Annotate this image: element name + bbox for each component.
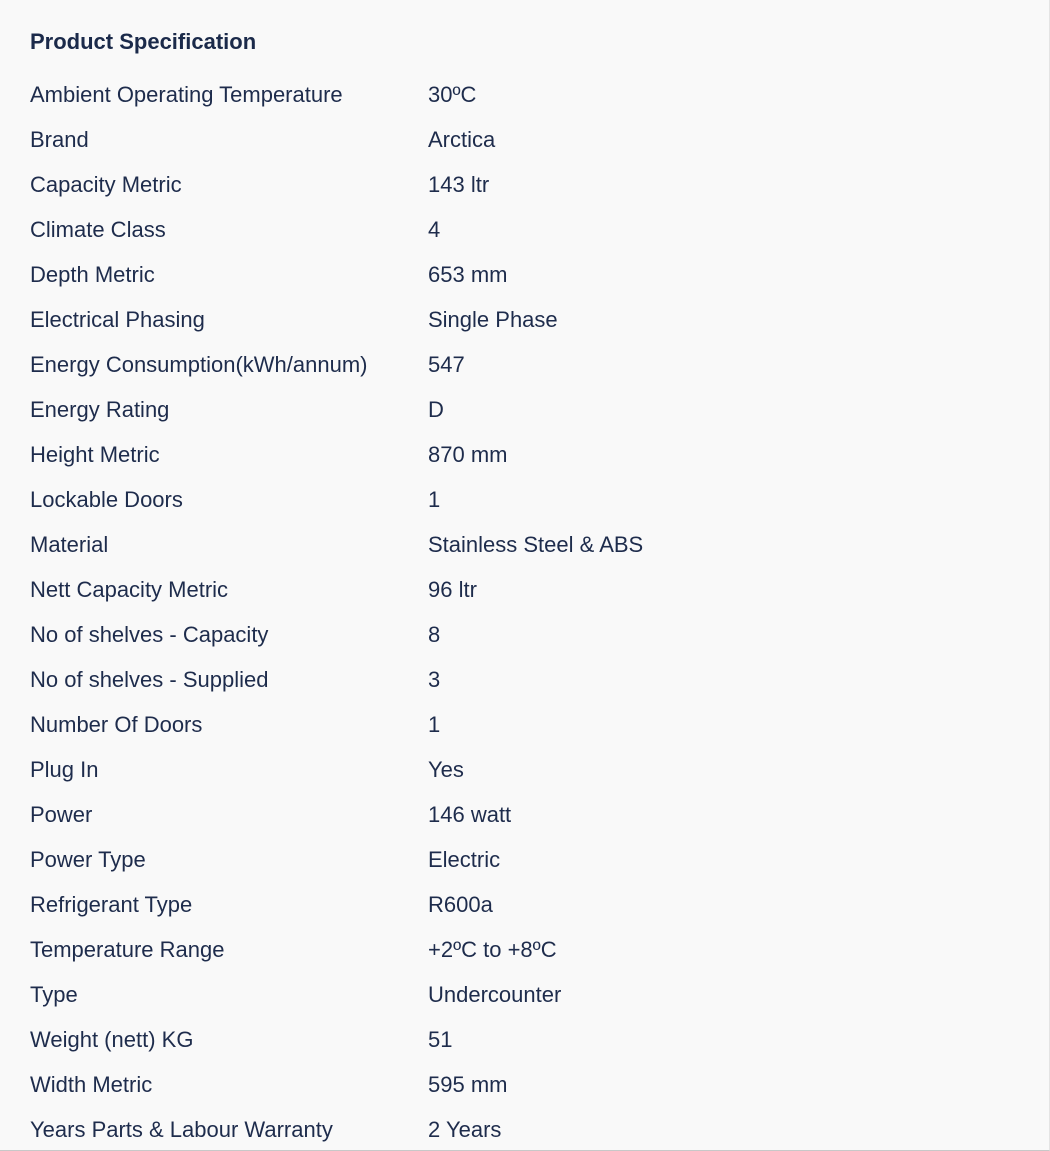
- spec-row-nett-capacity-metric: [30, 567, 1028, 612]
- spec-value: 96 ltr: [428, 577, 477, 602]
- spec-label: Width Metric: [30, 1072, 153, 1097]
- spec-value: 1: [428, 487, 441, 512]
- spec-value: 2 Years: [428, 1117, 502, 1142]
- spec-row-type: [30, 972, 1028, 1017]
- spec-value: Undercounter: [428, 982, 562, 1007]
- spec-value: Single Phase: [428, 307, 558, 332]
- spec-label: Climate Class: [30, 217, 166, 242]
- spec-label: Nett Capacity Metric: [30, 577, 229, 602]
- spec-label: No of shelves - Capacity: [30, 622, 269, 647]
- spec-value: 1: [428, 712, 441, 737]
- spec-row-number-of-doors: [30, 702, 1028, 747]
- spec-label: Height Metric: [30, 442, 160, 467]
- spec-label: Power Type: [30, 847, 146, 872]
- spec-label: Material: [30, 532, 109, 557]
- spec-row-width-metric: [30, 1062, 1028, 1107]
- spec-label: Energy Consumption(kWh/annum): [30, 352, 368, 377]
- spec-value: 146 watt: [428, 802, 512, 827]
- spec-row-plug-in: [30, 747, 1028, 792]
- spec-value: 547: [428, 352, 465, 377]
- spec-label: Type: [30, 982, 78, 1007]
- spec-row-power: [30, 792, 1028, 837]
- spec-value: 3: [428, 667, 441, 692]
- spec-row-material: [30, 522, 1028, 567]
- spec-row-power-type: [30, 837, 1028, 882]
- spec-label: Energy Rating: [30, 397, 170, 422]
- spec-label: Years Parts & Labour Warranty: [30, 1117, 333, 1142]
- spec-label: No of shelves - Supplied: [30, 667, 269, 692]
- product-specification-title: Product Specification: [30, 29, 257, 54]
- spec-row-ambient-operating-temperature: [30, 72, 1028, 117]
- spec-label: Ambient Operating Temperature: [30, 82, 343, 107]
- spec-value: 51: [428, 1027, 453, 1052]
- spec-label: Electrical Phasing: [30, 307, 205, 332]
- spec-label: Brand: [30, 127, 89, 152]
- spec-value: 653 mm: [428, 262, 508, 287]
- spec-row-temperature-range: [30, 927, 1028, 972]
- spec-label: Depth Metric: [30, 262, 155, 287]
- spec-row-energy-rating: [30, 387, 1028, 432]
- spec-row-brand: [30, 117, 1028, 162]
- spec-value: R600a: [428, 892, 493, 917]
- spec-row-energy-consumption: [30, 342, 1028, 387]
- spec-row-shelves-capacity: [30, 612, 1028, 657]
- spec-value: 143 ltr: [428, 172, 490, 197]
- spec-value: 870 mm: [428, 442, 508, 467]
- spec-row-warranty: [30, 1107, 1028, 1151]
- specification-table: [30, 72, 1028, 1151]
- spec-value: 4: [428, 217, 441, 242]
- spec-row-capacity-metric: [30, 162, 1028, 207]
- spec-label: Weight (nett) KG: [30, 1027, 194, 1052]
- spec-row-depth-metric: [30, 252, 1028, 297]
- spec-value: 8: [428, 622, 441, 647]
- spec-label: Refrigerant Type: [30, 892, 193, 917]
- spec-value: 30ºC: [428, 82, 477, 107]
- spec-value: Yes: [428, 757, 464, 782]
- specification-table-body: [30, 72, 1028, 1151]
- spec-label: Number Of Doors: [30, 712, 203, 737]
- spec-value: Electric: [428, 847, 501, 872]
- spec-row-shelves-supplied: [30, 657, 1028, 702]
- spec-label: Capacity Metric: [30, 172, 182, 197]
- spec-row-refrigerant-type: [30, 882, 1028, 927]
- spec-value: +2ºC to +8ºC: [428, 937, 557, 962]
- spec-value: Arctica: [428, 127, 496, 152]
- spec-label: Plug In: [30, 757, 99, 782]
- spec-row-climate-class: [30, 207, 1028, 252]
- spec-row-lockable-doors: [30, 477, 1028, 522]
- spec-value: Stainless Steel & ABS: [428, 532, 644, 557]
- spec-value: D: [428, 397, 444, 422]
- spec-value: 595 mm: [428, 1072, 508, 1097]
- spec-row-electrical-phasing: [30, 297, 1028, 342]
- spec-label: Temperature Range: [30, 937, 225, 962]
- spec-row-height-metric: [30, 432, 1028, 477]
- spec-label: Power: [30, 802, 93, 827]
- spec-row-weight-nett: [30, 1017, 1028, 1062]
- spec-label: Lockable Doors: [30, 487, 183, 512]
